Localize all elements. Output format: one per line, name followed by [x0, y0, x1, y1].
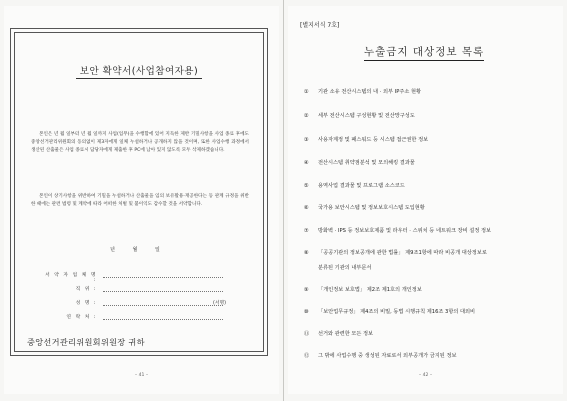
- list-item-11: ⑪ 선거와 관련한 모든 정보: [304, 331, 374, 337]
- list-item-5: ⑤ 용역사업 결과물 및 프로그램 소스코드: [304, 183, 405, 189]
- list-item-10: ⑩ 「보안업무규정」 제4조의 비밀, 동법 시행규칙 제16조 3항의 대외비: [304, 309, 476, 315]
- pledge-frame-inner: [14, 32, 264, 352]
- date-line: 년 월 일: [110, 247, 168, 253]
- list-item-1: ① 기관 소유 전산시스템의 내 · 외부 IP주소 현황: [304, 89, 422, 95]
- page-number-left: – 41 –: [134, 373, 149, 378]
- list-item-6: ⑥ 국가용 보안시스템 및 정보보호시스템 도입현황: [304, 205, 425, 211]
- signature-mark: (서명): [213, 301, 227, 306]
- sign-row-company: 서 약 자 업 체 명 :: [45, 271, 245, 281]
- pledge-paragraph-1: 본인은 년 월 일부터 년 월 일까지 사업(업무)을 수행함에 있어 지득한 제반 기밀사항을 사업 종료 후에도 중앙선거관리위원회의 동의없이 제3자에게 일체 누설하거나 공개하지 않을 것이며, 또한 사업수행 과정에서 생산된 산출물은 사업 종료시 담당자에게 제출한 후 PC에 남아 있지 않도록 모두 삭제하겠습니다.: [31, 132, 249, 154]
- list-item-12: ⑫ 그 밖에 사업수행 중 생성된 자료로서 외부공개가 금지된 정보: [304, 353, 457, 359]
- list-item-4: ④ 전산시스템 취약점분석 및 모의해킹 결과물: [304, 160, 415, 166]
- pledge-frame: [10, 28, 268, 356]
- list-item-8: ⑧ 「공공기관의 정보공개에 관한 법률」 제9조1항에 따라 비공개 대상정보로: [304, 250, 487, 256]
- sign-row-name: 성 명 : (서명): [75, 301, 227, 306]
- list-title: 누출금지 대상정보 목록: [364, 44, 484, 59]
- list-item-3: ③ 사용자계정 및 패스워드 등 시스템 접근권한 정보: [304, 137, 429, 143]
- pledge-footer: 중앙선거관리위원회위원장 귀하: [27, 337, 145, 347]
- list-item-7: ⑦ 방화벽 · IPS 등 정보보호제품 및 라우터 · 스위치 등 네트워크 장비 설정 정보: [304, 228, 491, 234]
- sign-row-contact: 연 락 처 :: [45, 313, 245, 323]
- left-page: [4, 6, 279, 394]
- pledge-title: 보안 확약서(사업참여자용): [15, 63, 263, 77]
- pledge-paragraph-2: 본인이 상기사항을 위반하여 기밀을 누설하거나 산출물을 임의 보유활용·재공한다는 등 관계 규정을 위반한 때에는 관련 법령 및 계약에 따라 어떠한 처벌 및 불이익도 감수할 것을 서약합니다.: [31, 194, 249, 208]
- form-tag: [별지서식 7호]: [300, 22, 340, 29]
- sign-row-position: 직 위 :: [45, 285, 245, 295]
- book-gutter: [283, 0, 284, 401]
- right-page: [288, 6, 563, 394]
- list-item-2: ② 세부 전산시스템 구성현황 및 전산망구성도: [304, 113, 415, 119]
- page-number-right: – 42 –: [418, 373, 433, 378]
- list-item-9: ⑨ 「개인정보 보호법」 제2조 제1호의 개인정보: [304, 287, 422, 293]
- list-item-8-continued: 분류된 기관의 내부문서: [318, 265, 372, 271]
